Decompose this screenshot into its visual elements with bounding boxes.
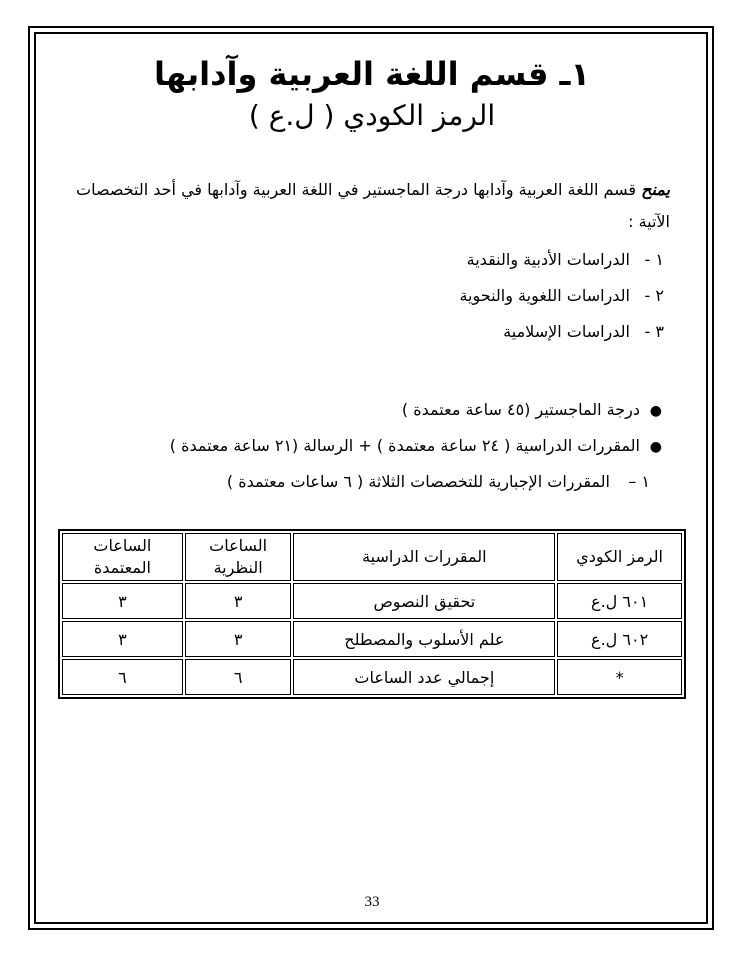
cell-credit: ٣ (62, 621, 183, 657)
list-item (104, 314, 664, 350)
table-row (62, 621, 682, 657)
bullet-icon: ● (649, 403, 662, 419)
cell-code: ٦٠٢ ل.ع (557, 621, 682, 657)
table-header-row (62, 533, 682, 581)
cell-course: إجمالي عدد الساعات (293, 659, 555, 695)
item-label: المقررات الدراسية ( ٢٤ ساعة معتمدة ) + الرسالة (٢١ ساعة معتمدة ) (169, 436, 640, 455)
item-label: المقررات الإجبارية للتخصصات الثلاثة ( ٦ ساعات معتمدة ) (226, 472, 610, 491)
list-item (62, 392, 662, 428)
table-row (62, 583, 682, 619)
header-theory-hours: الساعات النظرية (185, 533, 292, 581)
cell-theory: ٣ (185, 621, 292, 657)
item-label: الدراسات الأدبية والنقدية (466, 250, 630, 269)
cell-credit: ٦ (62, 659, 183, 695)
cell-course: علم الأسلوب والمصطلح (293, 621, 555, 657)
item-number: ١ – (628, 472, 650, 491)
page-content (40, 36, 704, 920)
list-item (104, 278, 664, 314)
item-number: ٢ - (644, 286, 664, 305)
cell-course: تحقيق النصوص (293, 583, 555, 619)
header-credit-hours: الساعات المعتمدة (62, 533, 183, 581)
item-number: ٣ - (644, 322, 664, 341)
page-number: 33 (364, 894, 380, 910)
item-label: الدراسات اللغوية والنحوية (459, 286, 630, 305)
compulsory-courses-heading (90, 464, 650, 500)
cell-theory: ٣ (185, 583, 292, 619)
item-label: الدراسات الإسلامية (503, 322, 630, 341)
list-item (104, 242, 664, 278)
item-number: ١ - (644, 250, 664, 269)
cell-theory: ٦ (185, 659, 292, 695)
requirements-list (62, 392, 662, 464)
header-courses: المقررات الدراسية (293, 533, 555, 581)
specialization-list (104, 242, 664, 350)
code-subtitle: الرمز الكودي ( ل.ع ) (248, 99, 496, 132)
page-title: ١ـ قسم اللغة العربية وآدابها (154, 55, 590, 93)
intro-paragraph (70, 174, 670, 238)
table-row (62, 659, 682, 695)
intro-text: قسم اللغة العربية وآدابها درجة الماجستير في اللغة العربية وآدابها في أحد التخصصات الآتية : (76, 180, 670, 231)
courses-table (58, 529, 686, 699)
intro-lead-word: يمنح (641, 180, 670, 199)
cell-credit: ٣ (62, 583, 183, 619)
cell-code: * (557, 659, 682, 695)
item-label: درجة الماجستير (٤٥ ساعة معتمدة ) (401, 400, 640, 419)
cell-code: ٦٠١ ل.ع (557, 583, 682, 619)
list-item (62, 428, 662, 464)
bullet-icon: ● (649, 439, 662, 455)
header-code: الرمز الكودي (557, 533, 682, 581)
